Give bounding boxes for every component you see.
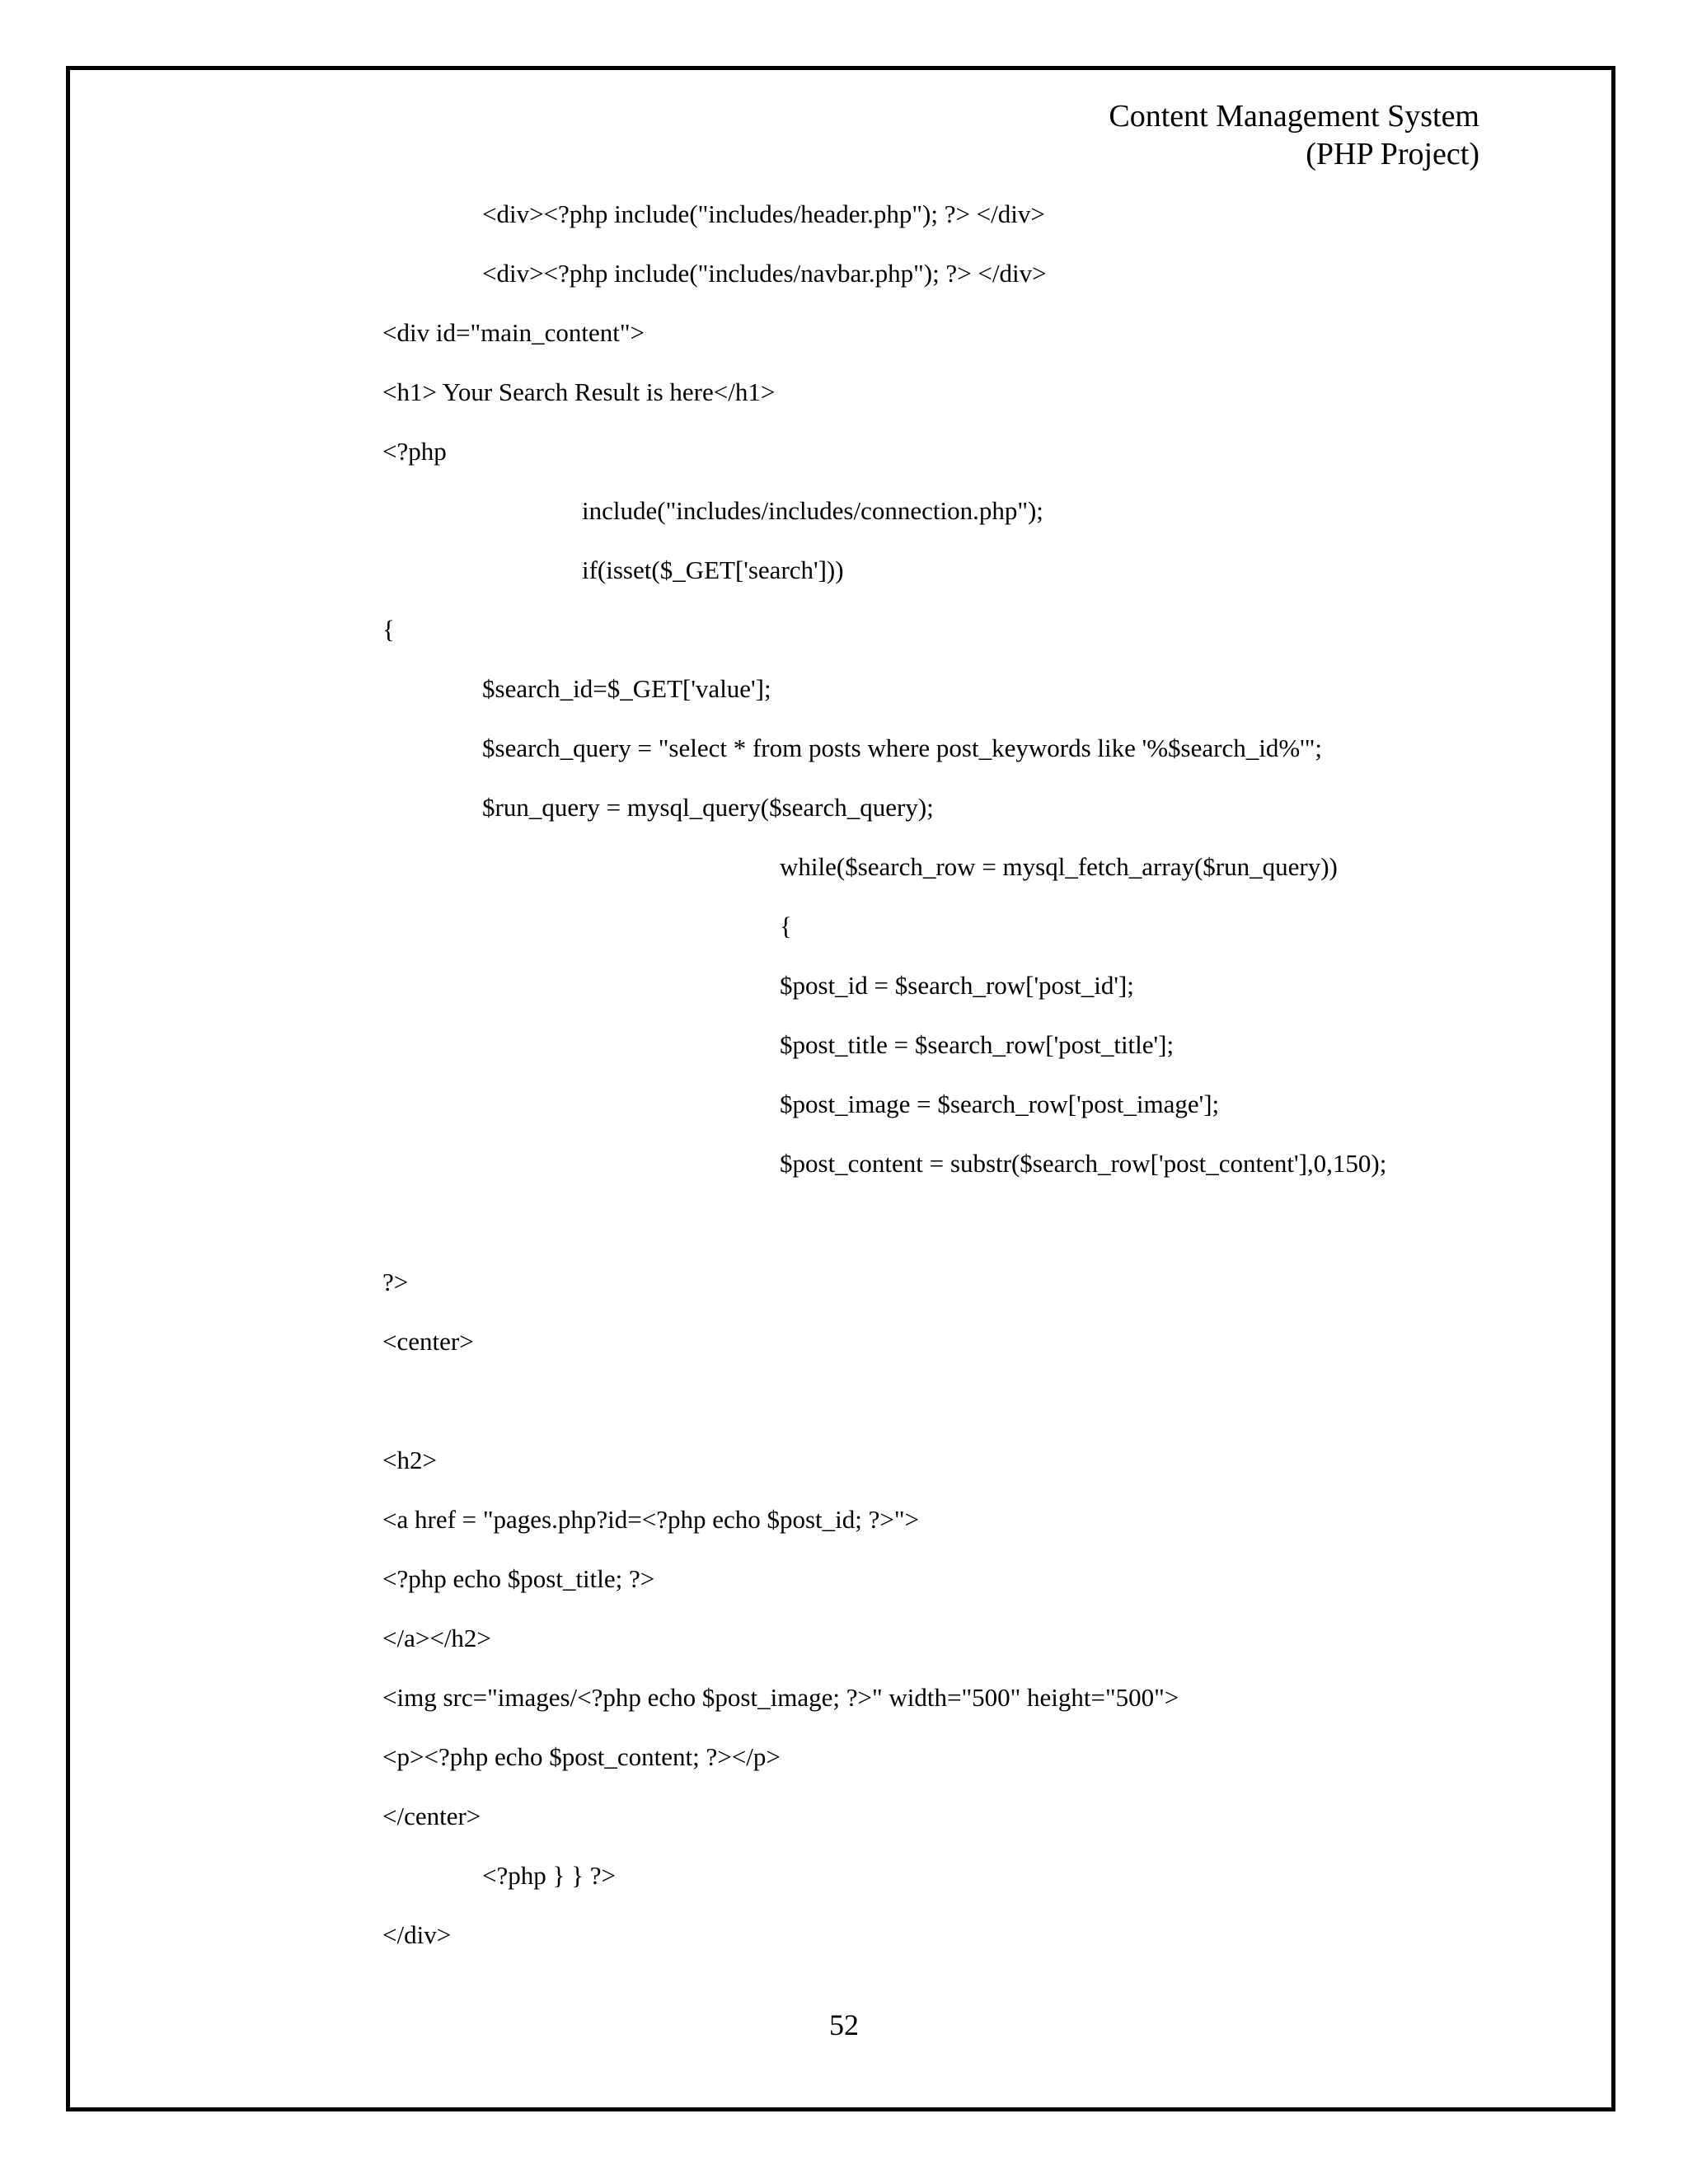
code-line: $search_id=$_GET['value'];: [482, 674, 771, 703]
code-line: if(isset($_GET['search'])): [582, 555, 844, 584]
code-line: </div>: [382, 1920, 452, 1949]
code-line: ?>: [382, 1268, 409, 1296]
code-line: $search_query = "select * from posts where post_keywords like '%$search_id%'";: [482, 733, 1322, 762]
code-line: </center>: [382, 1802, 481, 1830]
code-line: $post_content = substr($search_row['post_content'],0,150);: [780, 1149, 1387, 1178]
header-title: Content Management System: [1109, 99, 1479, 134]
code-line: <h1> Your Search Result is here</h1>: [382, 377, 776, 406]
code-line: {: [780, 912, 792, 940]
code-line: $post_id = $search_row['post_id'];: [780, 971, 1134, 1000]
code-line: <a href = "pages.php?id=<?php echo $post_id; ?>">: [382, 1505, 920, 1534]
code-line: <?php echo $post_title; ?>: [382, 1564, 655, 1593]
code-line: <div><?php include("includes/header.php"); ?> </div>: [482, 199, 1045, 228]
code-line: {: [382, 615, 395, 644]
header-subtitle: (PHP Project): [1306, 137, 1479, 171]
code-line: <p><?php echo $post_content; ?></p>: [382, 1742, 781, 1771]
code-line: <div id="main_content">: [382, 318, 645, 347]
page-number: 52: [829, 2008, 859, 2041]
code-line: $run_query = mysql_query($search_query);: [482, 793, 934, 822]
code-line: </a></h2>: [382, 1624, 491, 1652]
code-line: <div><?php include("includes/navbar.php"); ?> </div>: [482, 259, 1047, 288]
code-line: <?php: [382, 437, 447, 466]
code-line: <h2>: [382, 1446, 437, 1474]
code-line: include("includes/includes/connection.php");: [582, 496, 1043, 525]
code-line: <center>: [382, 1327, 474, 1356]
code-line: <?php } } ?>: [482, 1861, 616, 1890]
code-line: $post_image = $search_row['post_image'];: [780, 1090, 1220, 1118]
code-line: <img src="images/<?php echo $post_image; ?>" width="500" height="500">: [382, 1683, 1179, 1712]
code-line: $post_title = $search_row['post_title'];: [780, 1030, 1175, 1059]
code-line: while($search_row = mysql_fetch_array($run_query)): [780, 852, 1338, 881]
